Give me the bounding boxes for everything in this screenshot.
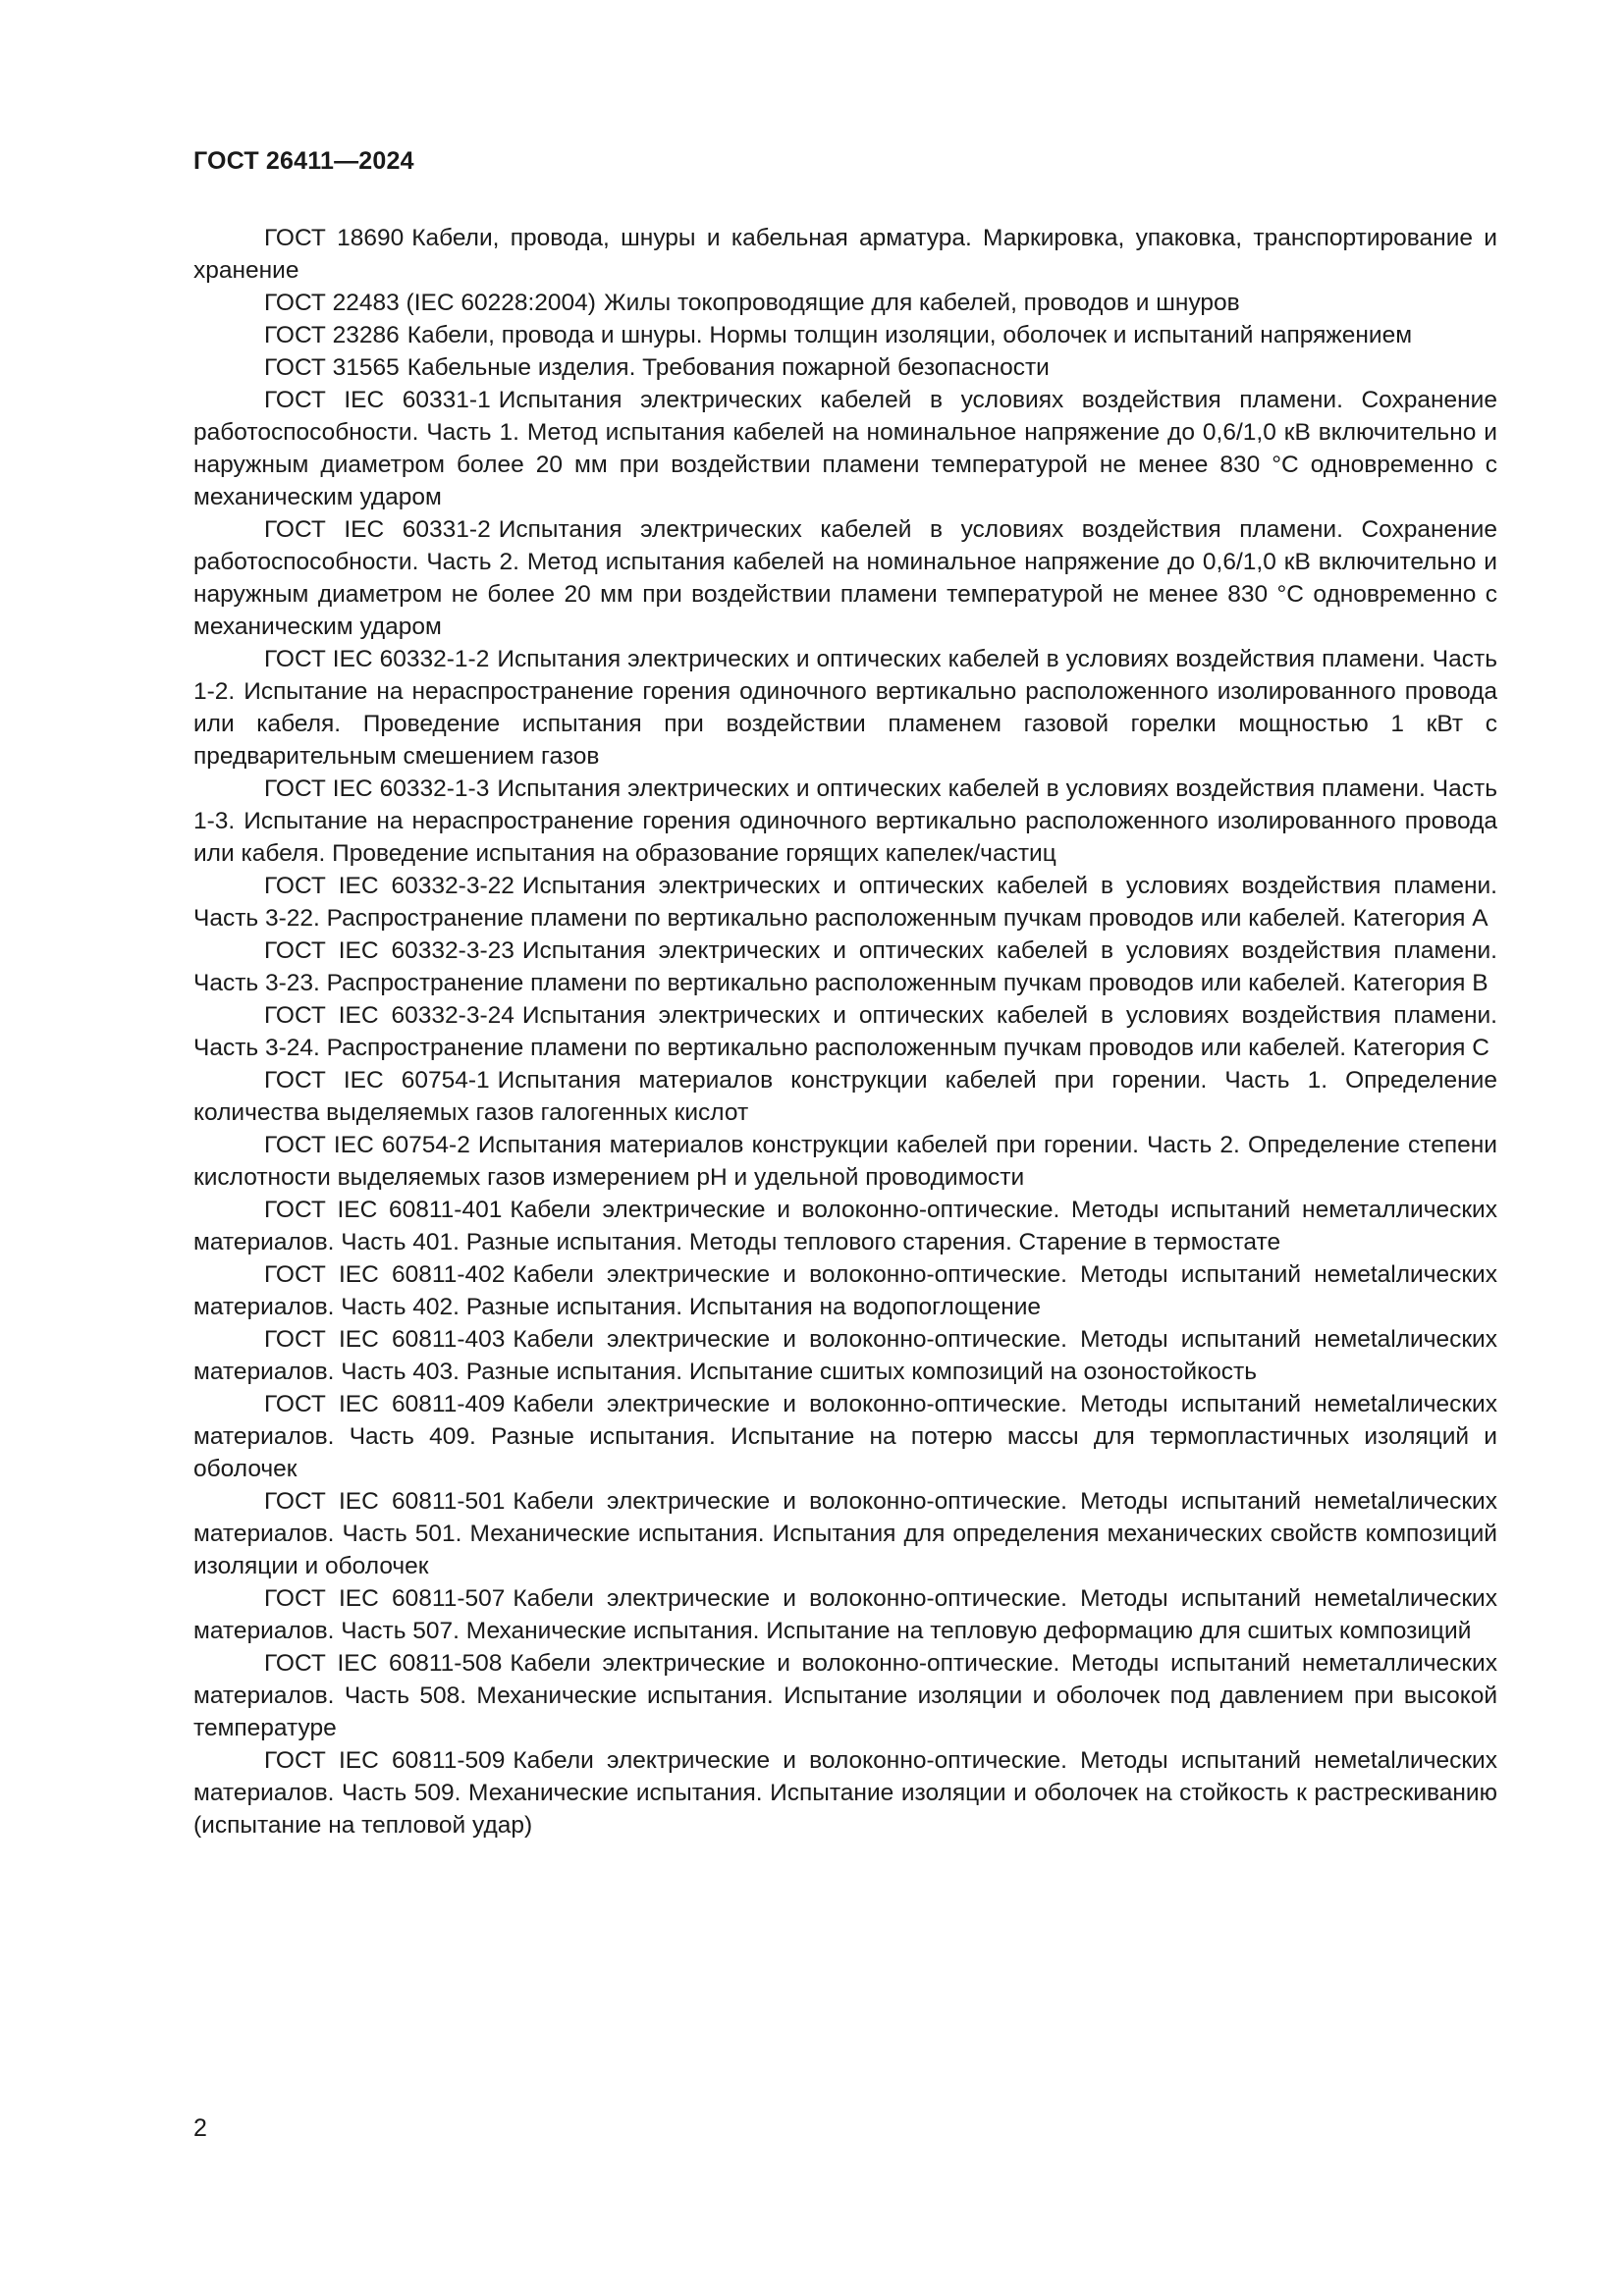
reference-item — [193, 870, 1497, 934]
reference-code: ГОСТ IEC 60811-401 — [264, 1197, 503, 1223]
reference-code: ГОСТ IEC 60332-1-2 — [264, 646, 490, 672]
reference-code: ГОСТ IEC 60332-1-3 — [264, 775, 490, 802]
reference-code: ГОСТ IEC 60811-509 — [264, 1747, 506, 1774]
reference-item — [193, 643, 1497, 773]
page-number: 2 — [193, 2114, 207, 2142]
reference-code: ГОСТ IEC 60811-403 — [264, 1326, 506, 1353]
reference-code: ГОСТ 18690 — [264, 225, 405, 251]
reference-item — [193, 1388, 1497, 1485]
reference-code: ГОСТ 22483 (IEC 60228:2004) — [264, 290, 596, 316]
reference-title: Кабели, провода и шнуры. Нормы толщин изоляции, оболочек и испытаний напряжением — [406, 322, 1413, 348]
reference-code: ГОСТ IEC 60811-402 — [264, 1261, 506, 1288]
reference-code: ГОСТ IEC 60811-501 — [264, 1488, 506, 1515]
reference-item — [193, 384, 1497, 513]
reference-code: ГОСТ IEC 60332-3-22 — [264, 873, 514, 899]
reference-title: Испытания электрических и оптических кабелей в условиях воздействия пламени. Часть 1-3. Испытание на нераспространение горения одиночного вертикально расположенного изолированного провода или кабеля. Проведение испытания на образование горящих капелек/частиц — [193, 775, 1497, 867]
reference-code: ГОСТ IEC 60811-507 — [264, 1585, 506, 1612]
reference-item — [193, 1582, 1497, 1647]
reference-title: Испытания электрических и оптических кабелей в условиях воздействия пламени. Часть 3-22. Распространение пламени по вертикально расположенным пучкам проводов или кабелей. Категория А — [193, 873, 1497, 932]
reference-title: Кабели, провода, шнуры и кабельная арматура. Маркировка, упаковка, транспортирование и хранение — [193, 225, 1497, 284]
reference-item — [193, 1485, 1497, 1582]
reference-title: Кабели электрические и волоконно-оптические. Методы испытаний неметаллических материалов. Часть 401. Разные испытания. Методы теплового старения. Старение в термостате — [193, 1197, 1497, 1255]
reference-title: Испытания материалов конструкции кабелей при горении. Часть 1. Определение количества выделяемых газов галогенных кислот — [193, 1067, 1497, 1126]
reference-title: Кабели электрические и волоконно-оптические. Методы испытаний немetalлических материалов. Часть 409. Разные испытания. Испытание на потерю массы для термопластичных изоляций и оболочек — [193, 1391, 1497, 1482]
normative-references-list — [193, 222, 1497, 1842]
reference-code: ГОСТ IEC 60332-3-23 — [264, 937, 514, 964]
reference-code: ГОСТ IEC 60754-1 — [264, 1067, 490, 1094]
reference-code: ГОСТ IEC 60331-2 — [264, 516, 491, 543]
reference-title: Испытания электрических и оптических кабелей в условиях воздействия пламени. Часть 3-23. Распространение пламени по вертикально расположенным пучкам проводов или кабелей. Категория В — [193, 937, 1497, 996]
reference-code: ГОСТ IEC 60754-2 — [264, 1132, 470, 1158]
reference-item — [193, 222, 1497, 287]
reference-item — [193, 773, 1497, 870]
reference-title: Испытания электрических и оптических кабелей в условиях воздействия пламени. Часть 1-2. Испытание на нераспространение горения одиночного вертикально расположенного изолированного провода или кабеля. Проведение испытания при воздействии пламенем газовой горелки мощностью 1 кВт с предварительным смешением газов — [193, 646, 1497, 770]
reference-title: Жилы токопроводящие для кабелей, проводов и шнуров — [603, 290, 1240, 316]
reference-title: Кабели электрические и волоконно-оптические. Методы испытаний неметаллических материалов. Часть 508. Механические испытания. Испытание изоляции и оболочек под давлением при высокой температуре — [193, 1650, 1497, 1741]
reference-item — [193, 319, 1497, 351]
reference-item — [193, 1744, 1497, 1842]
reference-title: Испытания материалов конструкции кабелей при горении. Часть 2. Определение степени кислотности выделяемых газов измерением рН и удельной проводимости — [193, 1132, 1497, 1191]
reference-title: Испытания электрических и оптических кабелей в условиях воздействия пламени. Часть 3-24. Распространение пламени по вертикально расположенным пучкам проводов или кабелей. Категория С — [193, 1002, 1497, 1061]
reference-item — [193, 1194, 1497, 1258]
reference-item — [193, 1129, 1497, 1194]
reference-item — [193, 1064, 1497, 1129]
reference-code: ГОСТ IEC 60811-409 — [264, 1391, 506, 1417]
reference-code: ГОСТ IEC 60811-508 — [264, 1650, 503, 1677]
reference-code: ГОСТ IEC 60331-1 — [264, 387, 491, 413]
reference-item — [193, 287, 1497, 319]
reference-title: Кабели электрические и волоконно-оптические. Методы испытаний немetalлических материалов. Часть 501. Механические испытания. Испытания для определения механических свойств композиций изоляции и оболочек — [193, 1488, 1497, 1579]
reference-title: Испытания электрических кабелей в условиях воздействия пламени. Сохранение работоспособности. Часть 1. Метод испытания кабелей на номинальное напряжение до 0,6/1,0 кВ включительно и наружным диаметром более 20 мм при воздействии пламени температурой не менее 830 °С одновременно с механическим ударом — [193, 387, 1497, 510]
reference-code: ГОСТ 23286 — [264, 322, 400, 348]
reference-item — [193, 351, 1497, 384]
reference-title: Кабельные изделия. Требования пожарной безопасности — [406, 354, 1050, 381]
reference-item — [193, 934, 1497, 999]
reference-title: Испытания электрических кабелей в условиях воздействия пламени. Сохранение работоспособности. Часть 2. Метод испытания кабелей на номинальное напряжение до 0,6/1,0 кВ включительно и наружным диаметром не более 20 мм при воздействии пламени температурой не менее 830 °С одновременно с механическим ударом — [193, 516, 1497, 640]
reference-item — [193, 1258, 1497, 1323]
document-header: ГОСТ 26411—2024 — [193, 147, 414, 175]
reference-title: Кабели электрические и волоконно-оптические. Методы испытаний немetalлических материалов. Часть 509. Механические испытания. Испытание изоляции и оболочек на стойкость к растрескиванию (испытание на тепловой удар) — [193, 1747, 1497, 1839]
reference-code: ГОСТ 31565 — [264, 354, 400, 381]
reference-item — [193, 1323, 1497, 1388]
reference-item — [193, 1647, 1497, 1744]
reference-title: Кабели электрические и волоконно-оптические. Методы испытаний немetalлических материалов. Часть 402. Разные испытания. Испытания на водопоглощение — [193, 1261, 1497, 1320]
reference-item — [193, 999, 1497, 1064]
reference-code: ГОСТ IEC 60332-3-24 — [264, 1002, 514, 1029]
reference-title: Кабели электрические и волоконно-оптические. Методы испытаний немetalлических материалов. Часть 507. Механические испытания. Испытание на тепловую деформацию для сшитых композиций — [193, 1585, 1497, 1644]
reference-title: Кабели электрические и волоконно-оптические. Методы испытаний немetalлических материалов. Часть 403. Разные испытания. Испытание сшитых композиций на озоностойкость — [193, 1326, 1497, 1385]
reference-item — [193, 513, 1497, 643]
